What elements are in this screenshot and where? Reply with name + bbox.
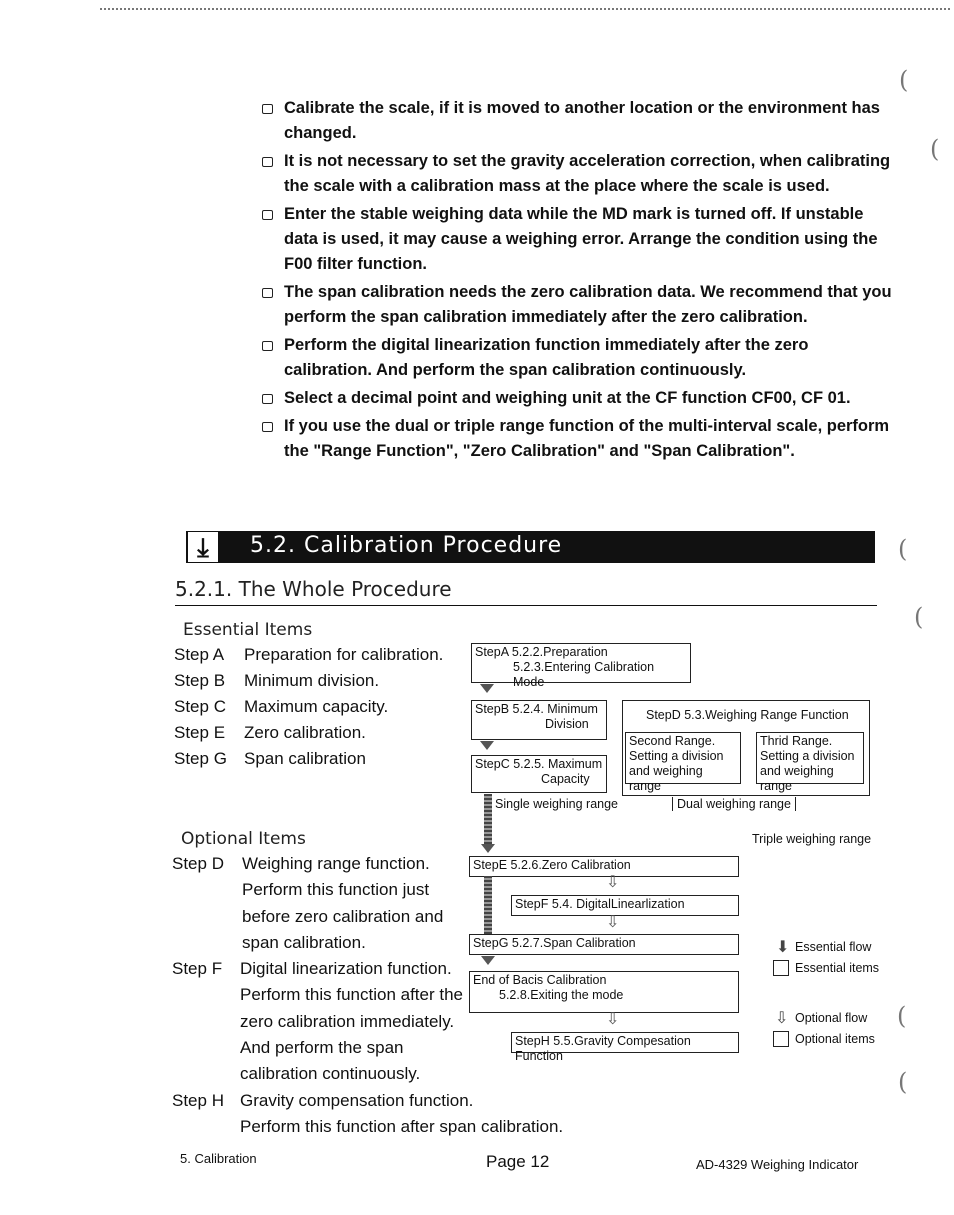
essential-items-legend-icon	[773, 960, 789, 976]
margin-mark: (	[930, 135, 940, 163]
step-f-block: Step F Digital linearization function. Perform this function after the zero calibration immediately. And perform the span calibration continuously.	[172, 959, 463, 1084]
bullet-item: Perform the digital linearization function immediately after the zero calibration. And perform the span calibration continuously.	[258, 333, 898, 383]
flow-box-step-f: StepF 5.4. DigitalLinearlization	[511, 895, 739, 916]
flow-box-step-e: StepE 5.2.6.Zero Calibration	[469, 856, 739, 877]
subsection-title: 5.2.1. The Whole Procedure	[175, 577, 452, 601]
download-arrow-icon: ⤓	[188, 532, 218, 562]
optional-heading: Optional Items	[181, 829, 306, 849]
flow-box-end: End of Bacis Calibration 5.2.8.Exiting the mode	[469, 971, 739, 1013]
flow-box-step-b: StepB 5.2.4. Minimum Division	[471, 700, 607, 740]
step-row: Step C Maximum capacity.	[174, 697, 389, 716]
triple-range-label: Triple weighing range	[752, 832, 872, 846]
margin-mark: (	[898, 535, 908, 563]
optional-items-legend-icon	[773, 1031, 789, 1047]
margin-mark: (	[897, 1002, 907, 1030]
legend-optional-items: Optional items	[795, 1032, 875, 1046]
flow-box-step-d: StepD 5.3.Weighing Range Function	[622, 700, 870, 796]
legend-essential-flow: Essential flow	[795, 940, 872, 954]
optional-flow-arrow-icon: ⇩	[606, 914, 620, 931]
step-d-block: Step D Weighing range function. Perform this function just before zero calibration and span calibration.	[172, 854, 444, 952]
bullet-item: It is not necessary to set the gravity acceleration correction, when calibrating the scale with a calibration mass at the place where the scale is used.	[258, 149, 898, 199]
bullet-item: Enter the stable weighing data while the MD mark is turned off. If unstable data is used, it may cause a weighing error. Arrange the condition using the F00 filter function.	[258, 202, 898, 277]
step-row: Step E Zero calibration.	[174, 723, 366, 742]
bullet-item: Select a decimal point and weighing unit at the CF function CF00, CF 01.	[258, 386, 898, 411]
optional-flow-legend-icon: ⇩	[775, 1010, 789, 1027]
margin-mark: (	[899, 66, 909, 94]
essential-flow-arrow	[480, 684, 494, 693]
flow-box-step-g: StepG 5.2.7.Span Calibration	[469, 934, 739, 955]
flow-box-third-range: Thrid Range. Setting a division and weighing range	[756, 732, 864, 784]
margin-mark: (	[898, 1068, 908, 1096]
essential-flow-legend-icon: ⬇	[776, 939, 790, 956]
essential-flow-arrow	[481, 844, 495, 853]
essential-flow-line	[484, 876, 492, 938]
essential-heading: Essential Items	[183, 620, 313, 640]
optional-flow-arrow-icon: ⇩	[606, 874, 620, 891]
essential-flow-arrow	[481, 956, 495, 965]
margin-mark: (	[914, 603, 924, 631]
footer-product: AD-4329 Weighing Indicator	[696, 1157, 859, 1172]
section-title: 5.2. Calibration Procedure	[250, 533, 563, 558]
legend-optional-flow: Optional flow	[795, 1011, 868, 1025]
flow-box-step-a: StepA 5.2.2.Preparation 5.2.3.Entering Calibration Mode	[471, 643, 691, 683]
legend-essential-items: Essential items	[795, 961, 880, 975]
flow-box-step-c: StepC 5.2.5. Maximum Capacity	[471, 755, 607, 793]
footer-chapter: 5. Calibration	[180, 1151, 257, 1166]
step-row: Step A Preparation for calibration.	[174, 645, 444, 664]
step-h-block: Step H Gravity compensation function. Perform this function after span calibration.	[172, 1090, 564, 1136]
bullet-item: Calibrate the scale, if it is moved to another location or the environment has changed.	[258, 96, 898, 146]
bullet-item: If you use the dual or triple range function of the multi-interval scale, perform the "Range Function", "Zero Calibration" and "Span Calibration".	[258, 414, 898, 464]
essential-flow-arrow	[480, 741, 494, 750]
step-row: Step G Span calibration	[174, 749, 366, 768]
flow-box-step-h: StepH 5.5.Gravity Compesation Function	[511, 1032, 739, 1053]
page-number: Page 12	[486, 1152, 550, 1171]
single-range-label: Single weighing range	[495, 797, 619, 811]
flow-box-second-range: Second Range. Setting a division and weighing range	[625, 732, 741, 784]
optional-flow-arrow-icon: ⇩	[606, 1011, 620, 1028]
step-row: Step B Minimum division.	[174, 671, 380, 690]
single-range-flow-line	[484, 794, 492, 844]
dual-range-label: Dual weighing range	[672, 797, 796, 811]
bullet-item: The span calibration needs the zero calibration data. We recommend that you perform the span calibration immediately after the zero calibration.	[258, 280, 898, 330]
